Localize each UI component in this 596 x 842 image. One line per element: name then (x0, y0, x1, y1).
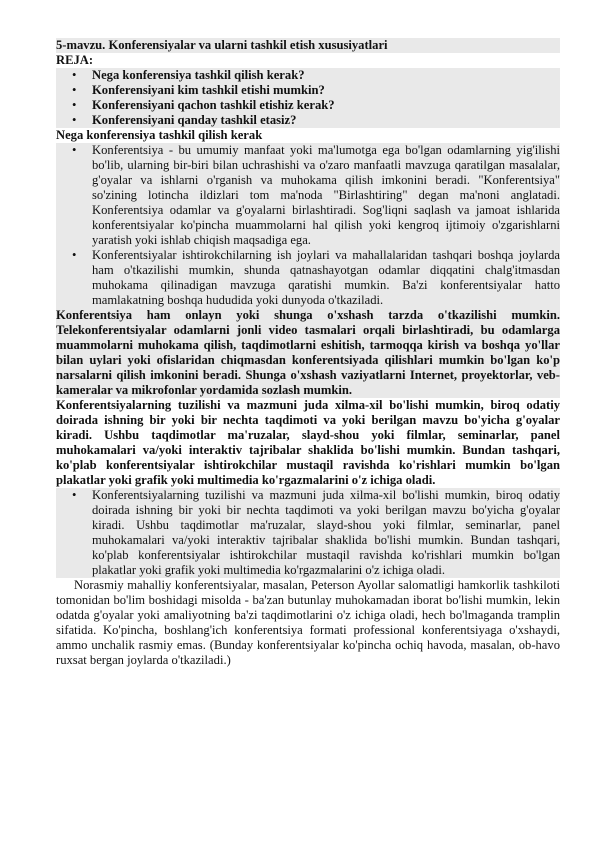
section2-bullet-list (56, 488, 560, 578)
page-title: 5-mavzu. Konferensiyalar va ularni tashkil etish xususiyatlari (56, 38, 560, 53)
plan-item: • Konferensiyani qanday tashkil etasiz? (56, 113, 560, 128)
plan-item: • Konferensiyani qachon tashkil etishiz kerak? (56, 98, 560, 113)
plan-item: • Konferensiyani kim tashkil etishi mumkin? (56, 83, 560, 98)
bullet-paragraph: • Konferentsiyalar ishtirokchilarning ish joylari va mahallalaridan tashqari boshqa joylarda ham o'tkazilishi mumkin, shunda qatnashayotgan odamlar diqqatini chalg'itmasdan muhokama qilinadigan mavzuga qaratishi mumkin. Ba'zi konferentsiyalar hatto mamlakatning boshqa hududida yoki dunyoda o'tkaziladi. (56, 248, 560, 308)
section1-bullet-list (56, 143, 560, 308)
bullet-paragraph: • Konferentsiya - bu umumiy manfaat yoki ma'lumotga ega bo'lgan odamlarning yig'ilishi bo'lib, ularning bir-biri bilan uchrashishi va o'zaro manfaatli mavzuga qaratilgan masalalar, g'oyalar va ishlarni o'rganish va muhokama qilish imkonini beradi. "Konferentsiya" so'zining lotincha ildizlari tom ma'noda "Birlashtiring" degan ma'noni anglatadi. Konferentsiya odamlar va g'oyalarni birlashtiradi. Sog'liqni saqlash va jamoat ishlarida konferentsiyalar ko'pincha muammolarni hal qilish yoki kengroq ijtimoiy o'zgarishlarni yaratish yoki ishlab chiqish maqsadiga ega. (56, 143, 560, 248)
plan-item: • Nega konferensiya tashkil qilish kerak? (56, 68, 560, 83)
bullet-paragraph: • Konferentsiyalarning tuzilishi va mazmuni juda xilma-xil bo'lishi mumkin, biroq odatiy doirada ishning bir yoki bir nechta taqdimoti va yoki berilgan mavzu bo'yicha g'oyalar kiradi. Ushbu taqdimotlar ma'ruzalar, slayd-shou yoki filmlar, seminarlar, panel muhokamalari va/yoki interaktiv tajribalar shaklida bo'lishi mumkin. Bundan tashqari, ko'plab konferentsiyalar ishtirokchilar mustaqil ravishda ko'rishlari mumkin bo'lgan plakatlar yoki grafik yoki multimedia ko'rgazmalarini o'z ichiga oladi. (56, 488, 560, 578)
plan-label: REJA: (56, 53, 94, 67)
body-paragraph: Norasmiy mahalliy konferentsiyalar, masalan, Peterson Ayollar salomatligi hamkorlik tashkiloti tomonidan bo'lim boshidagi misolda - ba'zan butunlay muhokamadan iborat bo'lishi mumkin, lekin odatda g'oyalar yoki amaliyotning ba'zi taqdimotlarini o'z ichiga oladi, hech bo'lmaganda tramplin sifatida. Ko'pincha, boshlang'ich konferentsiya formati professional konferentsiyaga o'xshaydi, ammo unchalik rasmiy emas. (Bunday konferentsiyalar ko'pincha ochiq havoda, masalan, ob-havo ruxsat bergan joylarda o'tkaziladi.) (56, 578, 560, 667)
section-heading: Nega konferensiya tashkil qilish kerak (56, 128, 263, 142)
bold-paragraph: Konferentsiyalarning tuzilishi va mazmuni juda xilma-xil bo'lishi mumkin, biroq odatiy doirada ishning bir yoki bir nechta taqdimoti va yoki berilgan mavzu bo'yicha g'oyalar kiradi. Ushbu taqdimotlar ma'ruzalar, slayd-shou yoki filmlar, seminarlar, panel muhokamalari va/yoki interaktiv tajribalar shaklida bo'lishi mumkin. Bundan tashqari, ko'plab konferentsiyalar ishtirokchilar mustaqil ravishda ko'rishlari mumkin bo'lgan plakatlar yoki grafik yoki multimedia ko'rgazmalarini o'z ichiga oladi. (56, 398, 560, 487)
plan-list (56, 68, 560, 128)
bold-paragraph: Konferentsiya ham onlayn yoki shunga o'xshash tarzda o'tkazilishi mumkin. Telekonferentsiyalar odamlarni jonli video tasmalari orqali birlashtiradi, bu odamlarga muammolarni muhokama qilish, taqdimotlarni eshitish, tarmoqqa kirish va boshqa yo'llar bilan uylari yoki ofislaridan chiqmasdan konferentsiyada qilishlari mumkin bo'lgan ko'p narsalarni qilish imkonini beradi. Shunga o'xshash vaziyatlarni Internet, proyektorlar, veb-kameralar va mikrofonlar yordamida sozlash mumkin. (56, 308, 560, 397)
